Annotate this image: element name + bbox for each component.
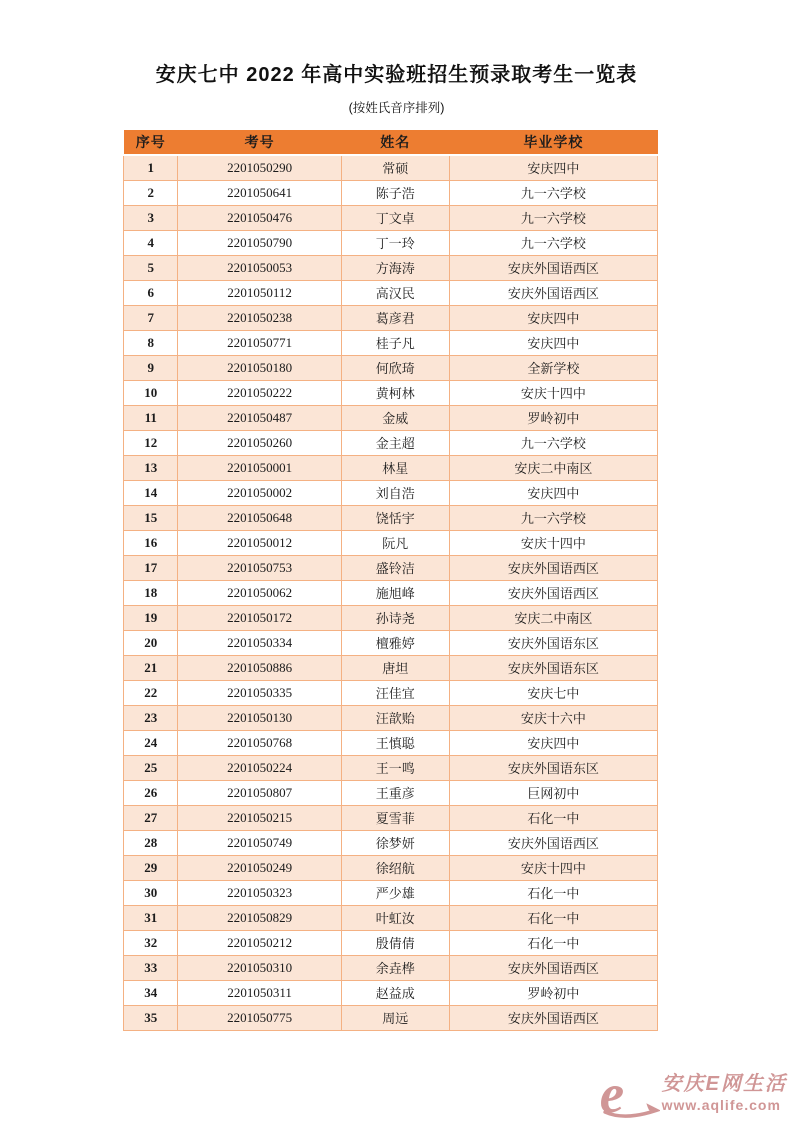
table-row bbox=[124, 805, 658, 830]
cell-name: 桂子凡 bbox=[341, 330, 449, 355]
cell-seq: 17 bbox=[124, 555, 178, 580]
table-row bbox=[124, 730, 658, 755]
cell-exam-number: 2201050886 bbox=[178, 655, 341, 680]
cell-school: 九一六学校 bbox=[449, 180, 657, 205]
watermark-text-block bbox=[662, 1072, 787, 1114]
cell-school: 巨网初中 bbox=[449, 780, 657, 805]
table-row bbox=[124, 180, 658, 205]
table-row bbox=[124, 205, 658, 230]
aqlife-logo-e-icon bbox=[598, 1066, 660, 1122]
svg-text:e: e bbox=[599, 1066, 624, 1122]
cell-seq: 5 bbox=[124, 255, 178, 280]
cell-seq: 7 bbox=[124, 305, 178, 330]
cell-exam-number: 2201050222 bbox=[178, 380, 341, 405]
cell-exam-number: 2201050172 bbox=[178, 605, 341, 630]
cell-school: 安庆二中南区 bbox=[449, 455, 657, 480]
cell-name: 林星 bbox=[341, 455, 449, 480]
cell-name: 汪佳宜 bbox=[341, 680, 449, 705]
cell-school: 安庆外国语东区 bbox=[449, 755, 657, 780]
page-title: 安庆七中 2022 年高中实验班招生预录取考生一览表 bbox=[155, 64, 638, 86]
cell-exam-number: 2201050476 bbox=[178, 205, 341, 230]
cell-name: 饶恬宇 bbox=[341, 505, 449, 530]
cell-school: 安庆七中 bbox=[449, 680, 657, 705]
cell-school: 九一六学校 bbox=[449, 230, 657, 255]
cell-name: 常硕 bbox=[341, 155, 449, 180]
cell-exam-number: 2201050753 bbox=[178, 555, 341, 580]
cell-name: 孙诗尧 bbox=[341, 605, 449, 630]
cell-school: 安庆十四中 bbox=[449, 380, 657, 405]
cell-exam-number: 2201050768 bbox=[178, 730, 341, 755]
cell-school: 安庆外国语西区 bbox=[449, 280, 657, 305]
cell-seq: 10 bbox=[124, 380, 178, 405]
table-header bbox=[124, 130, 658, 155]
table-row bbox=[124, 605, 658, 630]
cell-name: 徐梦妍 bbox=[341, 830, 449, 855]
cell-school: 石化一中 bbox=[449, 805, 657, 830]
cell-school: 石化一中 bbox=[449, 880, 657, 905]
cell-exam-number: 2201050829 bbox=[178, 905, 341, 930]
cell-school: 安庆十四中 bbox=[449, 530, 657, 555]
cell-seq: 26 bbox=[124, 780, 178, 805]
table-row bbox=[124, 755, 658, 780]
cell-name: 余垚桦 bbox=[341, 955, 449, 980]
table-row bbox=[124, 430, 658, 455]
cell-exam-number: 2201050180 bbox=[178, 355, 341, 380]
table-row bbox=[124, 480, 658, 505]
table-row bbox=[124, 555, 658, 580]
table-row bbox=[124, 230, 658, 255]
table-row bbox=[124, 780, 658, 805]
table-row bbox=[124, 905, 658, 930]
cell-school: 石化一中 bbox=[449, 905, 657, 930]
cell-name: 金威 bbox=[341, 405, 449, 430]
cell-seq: 27 bbox=[124, 805, 178, 830]
table-row bbox=[124, 705, 658, 730]
cell-name: 方海涛 bbox=[341, 255, 449, 280]
cell-school: 安庆外国语西区 bbox=[449, 555, 657, 580]
cell-seq: 24 bbox=[124, 730, 178, 755]
table-row bbox=[124, 505, 658, 530]
cell-name: 葛彦君 bbox=[341, 305, 449, 330]
cell-exam-number: 2201050224 bbox=[178, 755, 341, 780]
cell-school: 安庆外国语西区 bbox=[449, 1005, 657, 1030]
watermark-site-url: www.aqlife.com bbox=[661, 1097, 781, 1113]
cell-name: 王重彦 bbox=[341, 780, 449, 805]
cell-exam-number: 2201050648 bbox=[178, 505, 341, 530]
cell-name: 阮凡 bbox=[341, 530, 449, 555]
cell-seq: 8 bbox=[124, 330, 178, 355]
cell-school: 安庆外国语西区 bbox=[449, 830, 657, 855]
cell-exam-number: 2201050249 bbox=[178, 855, 341, 880]
cell-exam-number: 2201050290 bbox=[178, 155, 341, 180]
cell-name: 高汉民 bbox=[341, 280, 449, 305]
cell-name: 陈子浩 bbox=[341, 180, 449, 205]
cell-name: 檀雅婷 bbox=[341, 630, 449, 655]
cell-exam-number: 2201050002 bbox=[178, 480, 341, 505]
table-row bbox=[124, 330, 658, 355]
cell-school: 安庆四中 bbox=[449, 480, 657, 505]
cell-school: 九一六学校 bbox=[449, 430, 657, 455]
cell-seq: 13 bbox=[124, 455, 178, 480]
cell-exam-number: 2201050749 bbox=[178, 830, 341, 855]
cell-seq: 28 bbox=[124, 830, 178, 855]
cell-seq: 6 bbox=[124, 280, 178, 305]
cell-exam-number: 2201050334 bbox=[178, 630, 341, 655]
table-row bbox=[124, 405, 658, 430]
cell-seq: 22 bbox=[124, 680, 178, 705]
cell-exam-number: 2201050112 bbox=[178, 280, 341, 305]
aqlife-watermark bbox=[598, 1066, 787, 1122]
cell-school: 安庆外国语东区 bbox=[449, 655, 657, 680]
table-row bbox=[124, 1005, 658, 1030]
cell-exam-number: 2201050487 bbox=[178, 405, 341, 430]
cell-school: 安庆四中 bbox=[449, 305, 657, 330]
cell-seq: 30 bbox=[124, 880, 178, 905]
cell-school: 安庆二中南区 bbox=[449, 605, 657, 630]
table-row bbox=[124, 830, 658, 855]
cell-seq: 11 bbox=[124, 405, 178, 430]
cell-name: 夏雪菲 bbox=[341, 805, 449, 830]
cell-exam-number: 2201050260 bbox=[178, 430, 341, 455]
cell-name: 王慎聪 bbox=[341, 730, 449, 755]
cell-school: 罗岭初中 bbox=[449, 980, 657, 1005]
table-row bbox=[124, 980, 658, 1005]
cell-exam-number: 2201050212 bbox=[178, 930, 341, 955]
cell-seq: 25 bbox=[124, 755, 178, 780]
table-body bbox=[124, 155, 658, 1030]
cell-exam-number: 2201050775 bbox=[178, 1005, 341, 1030]
cell-school: 安庆外国语西区 bbox=[449, 255, 657, 280]
cell-exam-number: 2201050335 bbox=[178, 680, 341, 705]
table-row bbox=[124, 880, 658, 905]
table-row bbox=[124, 255, 658, 280]
cell-seq: 20 bbox=[124, 630, 178, 655]
cell-seq: 14 bbox=[124, 480, 178, 505]
cell-school: 安庆四中 bbox=[449, 330, 657, 355]
column-header-seq: 序号 bbox=[124, 130, 178, 155]
cell-exam-number: 2201050807 bbox=[178, 780, 341, 805]
cell-name: 施旭峰 bbox=[341, 580, 449, 605]
cell-name: 汪歆贻 bbox=[341, 705, 449, 730]
cell-exam-number: 2201050130 bbox=[178, 705, 341, 730]
cell-name: 盛铃洁 bbox=[341, 555, 449, 580]
cell-exam-number: 2201050053 bbox=[178, 255, 341, 280]
cell-seq: 19 bbox=[124, 605, 178, 630]
cell-seq: 34 bbox=[124, 980, 178, 1005]
table-row bbox=[124, 680, 658, 705]
cell-seq: 12 bbox=[124, 430, 178, 455]
table-row bbox=[124, 355, 658, 380]
column-header-school: 毕业学校 bbox=[449, 130, 657, 155]
column-header-name: 姓名 bbox=[341, 130, 449, 155]
cell-name: 丁文卓 bbox=[341, 205, 449, 230]
cell-school: 九一六学校 bbox=[449, 205, 657, 230]
cell-school: 安庆外国语西区 bbox=[449, 580, 657, 605]
cell-school: 安庆十四中 bbox=[449, 855, 657, 880]
cell-exam-number: 2201050012 bbox=[178, 530, 341, 555]
cell-name: 徐绍航 bbox=[341, 855, 449, 880]
table-row bbox=[124, 930, 658, 955]
cell-school: 全新学校 bbox=[449, 355, 657, 380]
cell-school: 九一六学校 bbox=[449, 505, 657, 530]
cell-name: 殷倩倩 bbox=[341, 930, 449, 955]
cell-seq: 18 bbox=[124, 580, 178, 605]
cell-name: 叶虹汝 bbox=[341, 905, 449, 930]
admission-table-container bbox=[123, 130, 658, 1031]
cell-seq: 9 bbox=[124, 355, 178, 380]
cell-name: 金主超 bbox=[341, 430, 449, 455]
table-row bbox=[124, 630, 658, 655]
cell-name: 赵益成 bbox=[341, 980, 449, 1005]
cell-exam-number: 2201050771 bbox=[178, 330, 341, 355]
cell-seq: 35 bbox=[124, 1005, 178, 1030]
table-row bbox=[124, 855, 658, 880]
cell-seq: 4 bbox=[124, 230, 178, 255]
table-row bbox=[124, 155, 658, 180]
cell-school: 安庆外国语东区 bbox=[449, 630, 657, 655]
cell-exam-number: 2201050790 bbox=[178, 230, 341, 255]
cell-name: 丁一玲 bbox=[341, 230, 449, 255]
cell-seq: 1 bbox=[124, 155, 178, 180]
cell-seq: 31 bbox=[124, 905, 178, 930]
watermark-site-name: 安庆E网生活 bbox=[661, 1073, 787, 1095]
cell-name: 严少雄 bbox=[341, 880, 449, 905]
cell-seq: 29 bbox=[124, 855, 178, 880]
table-row bbox=[124, 955, 658, 980]
cell-name: 刘自浩 bbox=[341, 480, 449, 505]
cell-exam-number: 2201050062 bbox=[178, 580, 341, 605]
cell-name: 王一鸣 bbox=[341, 755, 449, 780]
cell-exam-number: 2201050310 bbox=[178, 955, 341, 980]
table-row bbox=[124, 580, 658, 605]
cell-school: 安庆外国语西区 bbox=[449, 955, 657, 980]
table-row bbox=[124, 455, 658, 480]
cell-seq: 33 bbox=[124, 955, 178, 980]
cell-exam-number: 2201050641 bbox=[178, 180, 341, 205]
column-header-exam: 考号 bbox=[178, 130, 341, 155]
cell-school: 安庆四中 bbox=[449, 155, 657, 180]
cell-exam-number: 2201050238 bbox=[178, 305, 341, 330]
table-row bbox=[124, 280, 658, 305]
cell-exam-number: 2201050311 bbox=[178, 980, 341, 1005]
cell-seq: 15 bbox=[124, 505, 178, 530]
cell-name: 周远 bbox=[341, 1005, 449, 1030]
cell-school: 安庆四中 bbox=[449, 730, 657, 755]
table-header-row bbox=[124, 130, 658, 155]
cell-exam-number: 2201050323 bbox=[178, 880, 341, 905]
cell-seq: 3 bbox=[124, 205, 178, 230]
cell-seq: 32 bbox=[124, 930, 178, 955]
cell-exam-number: 2201050001 bbox=[178, 455, 341, 480]
table-row bbox=[124, 655, 658, 680]
cell-seq: 2 bbox=[124, 180, 178, 205]
cell-school: 石化一中 bbox=[449, 930, 657, 955]
cell-name: 黄柯林 bbox=[341, 380, 449, 405]
cell-seq: 23 bbox=[124, 705, 178, 730]
cell-seq: 16 bbox=[124, 530, 178, 555]
cell-school: 罗岭初中 bbox=[449, 405, 657, 430]
page-subtitle: (按姓氏音序排列) bbox=[348, 101, 445, 115]
table-row bbox=[124, 380, 658, 405]
cell-name: 何欣琦 bbox=[341, 355, 449, 380]
admission-table bbox=[123, 130, 658, 1031]
table-row bbox=[124, 305, 658, 330]
cell-school: 安庆十六中 bbox=[449, 705, 657, 730]
table-row bbox=[124, 530, 658, 555]
cell-exam-number: 2201050215 bbox=[178, 805, 341, 830]
cell-seq: 21 bbox=[124, 655, 178, 680]
cell-name: 唐坦 bbox=[341, 655, 449, 680]
